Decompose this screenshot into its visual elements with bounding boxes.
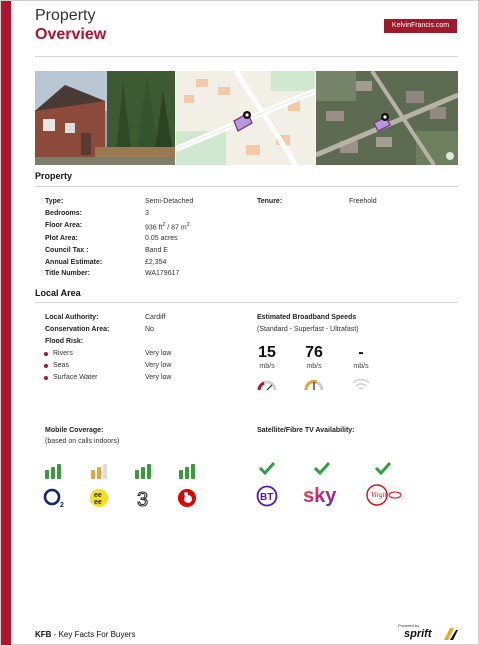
svg-text:ee: ee bbox=[94, 492, 102, 499]
svg-text:2: 2 bbox=[60, 502, 64, 509]
council-tax-label: Council Tax : bbox=[45, 247, 89, 254]
signal-bars-icon bbox=[45, 463, 63, 479]
speed-superfast-unit: mb/s bbox=[306, 363, 322, 370]
svg-text:ee: ee bbox=[94, 499, 102, 506]
footer-kfb bbox=[35, 630, 135, 639]
conservation-area-label: Conservation Area: bbox=[45, 326, 110, 333]
plot-area-label: Plot Area: bbox=[45, 235, 78, 242]
sky-logo-icon bbox=[302, 483, 342, 507]
powered-by-label: Powered by bbox=[398, 623, 420, 628]
broadband-title: Estimated Broadband Speeds bbox=[257, 314, 357, 321]
street-map bbox=[176, 71, 315, 165]
page-title-line2: Overview bbox=[35, 26, 107, 43]
signal-bars-icon bbox=[91, 463, 109, 479]
footer-kfb-text: - Key Facts For Buyers bbox=[51, 630, 136, 639]
ee-logo-icon bbox=[89, 487, 109, 509]
floor-area-value: 936 $ft^2 / 87$ $m^2$ bbox=[145, 222, 190, 232]
wifi-icon bbox=[351, 376, 371, 392]
signal-bars-icon bbox=[135, 463, 153, 479]
mobile-coverage-title: Mobile Coverage: bbox=[45, 427, 104, 434]
floor-area-sqm: / 87 m bbox=[165, 224, 187, 232]
mobile-coverage-subtitle: (based on calls indoors) bbox=[45, 438, 120, 445]
floor-area-label: Floor Area: bbox=[45, 222, 83, 229]
tenure-label: Tenure: bbox=[257, 198, 283, 205]
signal-bars-icon bbox=[179, 463, 197, 479]
tv-availability-title: Satellite/Fibre TV Availability: bbox=[257, 427, 355, 434]
footer-kfb-bold: KFB bbox=[35, 630, 52, 639]
flood-seas-label: Seas bbox=[53, 362, 69, 369]
brand-logo bbox=[384, 19, 457, 33]
title-number-label: Title Number: bbox=[45, 270, 90, 277]
annual-estimate-value: £2,354 bbox=[145, 259, 167, 266]
svg-text:3: 3 bbox=[137, 489, 149, 509]
broadband-subtitle: (Standard - Superfast - Ultrafast) bbox=[257, 326, 359, 333]
vodafone-logo-icon bbox=[177, 487, 197, 509]
bedrooms-value: 3 bbox=[145, 210, 149, 217]
svg-text:sky: sky bbox=[303, 485, 337, 507]
flood-rivers-value: Very low bbox=[145, 350, 172, 357]
o2-logo-icon bbox=[43, 487, 67, 509]
speed-ultrafast-unit: mb/s bbox=[353, 363, 369, 370]
flood-surface-water-label: Surface Water bbox=[53, 374, 98, 381]
flood-risk-label: Flood Risk: bbox=[45, 338, 84, 345]
speed-standard-unit: mb/s bbox=[259, 363, 275, 370]
speed-ultrafast-value: - bbox=[358, 344, 364, 361]
bt-logo-icon bbox=[256, 485, 278, 507]
sprift-logo: sprift bbox=[404, 628, 432, 640]
speed-superfast-value: 76 bbox=[305, 344, 323, 361]
svg-text:BT: BT bbox=[260, 492, 274, 503]
title-number-value: WA179617 bbox=[145, 270, 180, 277]
flood-surface-water-value: Very low bbox=[145, 374, 172, 381]
floor-area-sqft: 936 ft bbox=[145, 224, 163, 232]
tenure-value: Freehold bbox=[349, 198, 377, 205]
conservation-area-value: No bbox=[145, 326, 154, 333]
check-icon bbox=[258, 461, 276, 475]
page-title-line1: Property bbox=[35, 7, 96, 24]
section-title-local-area: Local Area bbox=[35, 288, 81, 298]
bullet-icon bbox=[44, 352, 48, 356]
flood-seas-value: Very low bbox=[145, 362, 172, 369]
local-area-divider bbox=[35, 302, 458, 303]
council-tax-value: Band E bbox=[145, 247, 168, 254]
plot-area-value: 0.05 acres bbox=[145, 235, 178, 242]
local-authority-label: Local Authority: bbox=[45, 314, 99, 321]
bedrooms-label: Bedrooms: bbox=[45, 210, 82, 217]
bullet-icon bbox=[44, 376, 48, 380]
local-authority-value: Cardiff bbox=[145, 314, 166, 321]
three-logo-icon bbox=[135, 487, 153, 509]
speed-gauge-standard-icon bbox=[257, 376, 277, 392]
speed-gauge-superfast-icon bbox=[304, 376, 324, 392]
speed-standard-value: 15 bbox=[258, 344, 276, 361]
header-divider bbox=[35, 56, 458, 57]
house-photo bbox=[35, 71, 175, 165]
sprift-logo-icon bbox=[444, 628, 458, 640]
flood-rivers-label: Rivers bbox=[53, 350, 73, 357]
brand-logo-text: KelvinFrancis.com bbox=[391, 22, 450, 29]
virgin-media-logo-icon bbox=[365, 483, 403, 507]
svg-text:Virgin: Virgin bbox=[371, 491, 389, 499]
accent-side-bar bbox=[1, 1, 11, 645]
section-title-property: Property bbox=[35, 171, 73, 181]
bullet-icon bbox=[44, 364, 48, 368]
check-icon bbox=[374, 461, 392, 475]
property-divider bbox=[35, 186, 458, 187]
check-icon bbox=[313, 461, 331, 475]
type-value: Semi-Detached bbox=[145, 198, 194, 205]
satellite-map bbox=[316, 71, 458, 165]
annual-estimate-label: Annual Estimate: bbox=[45, 259, 103, 266]
type-label: Type: bbox=[45, 198, 64, 205]
